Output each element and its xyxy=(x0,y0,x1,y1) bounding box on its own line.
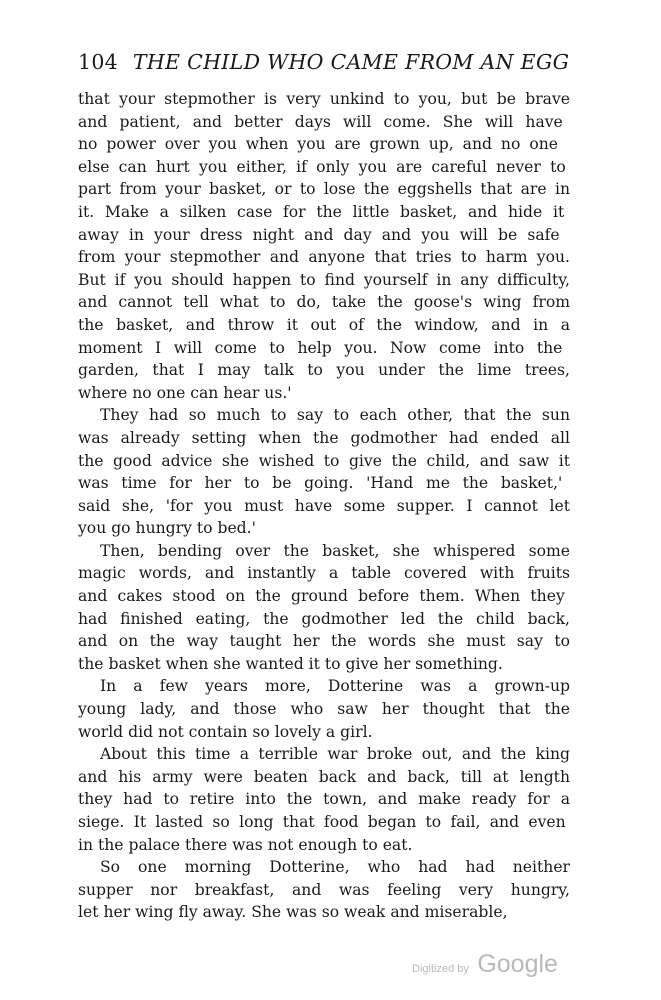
text-line: away in your dress night and day and you will be safe xyxy=(78,225,560,244)
page-header xyxy=(78,50,570,74)
text-line: it. Make a silken case for the little basket, and hide it xyxy=(78,202,565,221)
text-line: supper nor breakfast, and was feeling very hungry, xyxy=(78,880,570,899)
text-line: But if you should happen to find yourself in any difficulty, xyxy=(78,270,570,289)
text-line: that your stepmother is very unkind to you, but be brave xyxy=(78,90,570,108)
text-line: was time for her to be going. 'Hand me the basket,' xyxy=(78,474,563,493)
text-line: and on the way taught her the words she must say to xyxy=(78,632,570,651)
text-line: they had to retire into the town, and make ready for a xyxy=(78,790,570,809)
text-line: In a few years more, Dotterine was a grown-up xyxy=(100,677,570,696)
text-line: you go hungry to bed.' xyxy=(78,519,256,538)
text-line: and cannot tell what to do, take the goose's wing from xyxy=(78,293,570,312)
running-title: THE CHILD WHO CAME FROM AN EGG xyxy=(132,50,570,74)
text-line: siege. It lasted so long that food began to fail, and even xyxy=(78,813,566,831)
text-line: in the palace there was not enough to eat. xyxy=(78,835,413,854)
text-line: no power over you when you are grown up, and no one xyxy=(78,135,558,154)
text-line: They had so much to say to each other, that the sun xyxy=(100,406,570,425)
text-line: moment I will come to help you. Now come into the xyxy=(78,338,563,357)
body-text xyxy=(78,88,570,924)
text-line: said she, 'for you must have some supper. I cannot let xyxy=(78,496,570,515)
text-line: garden, that I may talk to you under the lime trees, xyxy=(78,361,570,380)
digitized-watermark xyxy=(412,950,558,979)
text-line: part from your basket, or to lose the eggshells that are in xyxy=(78,180,570,199)
text-line: had finished eating, the godmother led the child back, xyxy=(78,609,570,628)
google-logo: Google xyxy=(477,950,558,978)
text-line: and cakes stood on the ground before them. When they xyxy=(78,587,565,606)
text-line: young lady, and those who saw her thought that the xyxy=(78,700,570,719)
text-line: the good advice she wished to give the child, and saw it xyxy=(78,451,570,470)
text-line: where no one can hear us.' xyxy=(78,383,292,402)
text-line: and patient, and better days will come. She will have xyxy=(78,112,563,131)
text-line: let her wing fly away. She was so weak and miserable, xyxy=(78,903,508,922)
text-line: from your stepmother and anyone that tries to harm you. xyxy=(78,248,570,267)
watermark-prefix: Digitized by xyxy=(412,963,469,975)
text-line: Then, bending over the basket, she whispered some xyxy=(100,541,570,560)
text-line: and his army were beaten back and back, till at length xyxy=(78,767,570,786)
text-line: magic words, and instantly a table covered with fruits xyxy=(78,564,570,583)
text-line: So one morning Dotterine, who had had neither xyxy=(100,858,570,877)
text-line: was already setting when the godmother had ended all xyxy=(78,428,570,447)
page-number: 104 xyxy=(78,50,119,74)
text-line: the basket, and throw it out of the window, and in a xyxy=(78,315,570,334)
text-line: else can hurt you either, if only you are careful never to xyxy=(78,157,566,176)
text-line: world did not contain so lovely a girl. xyxy=(78,722,373,741)
text-line: the basket when she wanted it to give her something. xyxy=(78,654,503,673)
text-line: About this time a terrible war broke out, and the king xyxy=(100,745,570,764)
